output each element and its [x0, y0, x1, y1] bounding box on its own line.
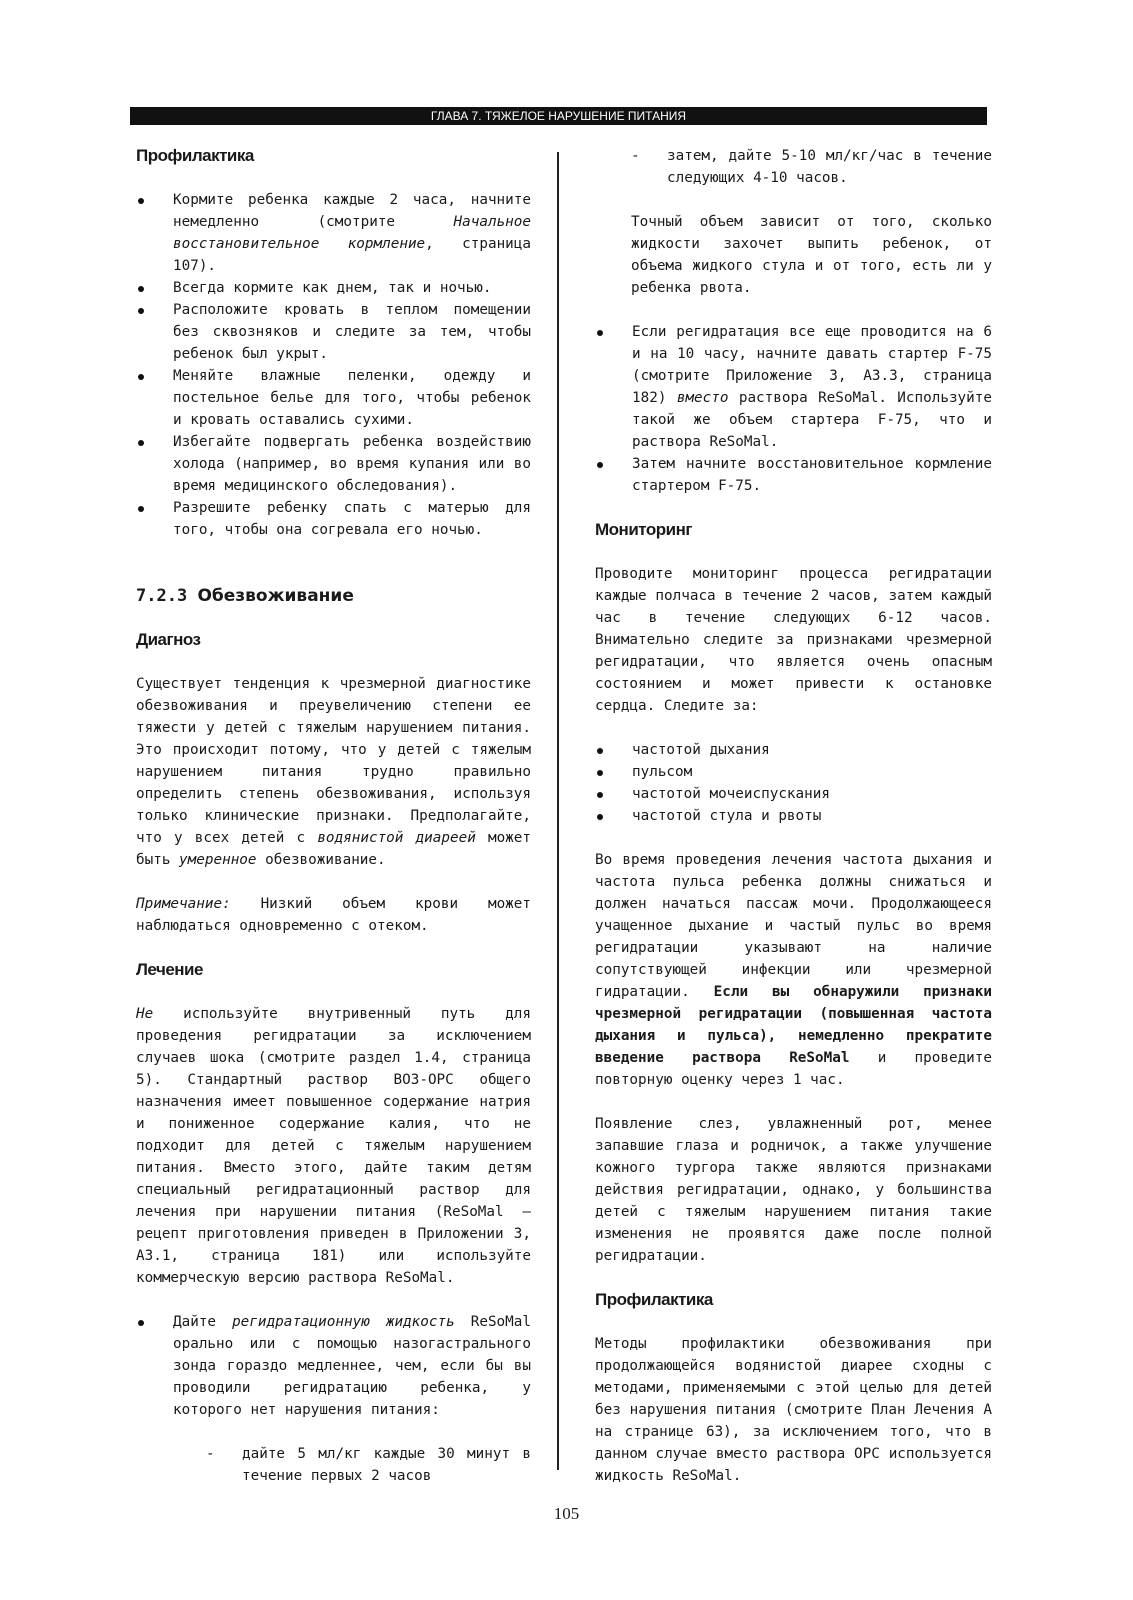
list-item: Кормите ребенка каждые 2 часа, начните немедленно (смотрите Начальное восстановительное кормление, страница 107). [136, 189, 531, 277]
prevention-heading-2: Профилактика [595, 1290, 713, 1309]
list-item: Всегда кормите как днем, так и ночью. [136, 277, 531, 299]
rehydration-signs-paragraph: Появление слез, увлажненный рот, менее запавшие глаза и родничок, а также улучшение кожного тургора также являются признаками действия регидратации, однако, у большинства детей с тяжелым нарушением питания такие изменения не проявятся даже после полной регидратации. [595, 1116, 992, 1264]
diagnosis-paragraph: Существует тенденция к чрезмерной диагностике обезвоживания и преувеличению степени ее тяжести у детей с тяжелым нарушением питания. Это происходит потому, что у детей с тяжелым нарушением питания трудно правильно определить степень обезвоживания, используя только клинические признаки. Предполагайте, что у всех детей с водянистой диареей может быть умеренное обезвоживание. [136, 676, 532, 868]
diagnosis-note: Примечание: Низкий объем крови может наблюдаться одновременно с отеком. [136, 896, 531, 934]
treatment-response-paragraph: Во время проведения лечения частота дыхания и частота пульса ребенка должны снижаться и должен начаться пассаж мочи. Продолжающееся учащенное дыхание и частый пульс во время регидратации указывают на наличие сопутствующей инфекции или чрезмерной гидратации. Если вы обнаружили признаки чрезмерной регидратации (повышенная частота дыхания и пульса), немедленно прекратите введение раствора ReSoMal и проведите повторную оценку через 1 час. [595, 852, 993, 1088]
section-title: 7.2.3 Обезвоживание [136, 586, 354, 606]
diagnosis-heading: Диагноз [136, 630, 201, 649]
prevention-paragraph: Методы профилактики обезвоживания при продолжающейся водянистой диарее сходны с методами, применяемыми с этой целью для детей без нарушения питания (смотрите План Лечения А на странице 63), за исключением того, что в данном случае вместо раствора ОРС используется жидкость ReSoMal. [595, 1336, 992, 1484]
right-column [595, 145, 992, 1487]
treatment-paragraph: Не используйте внутривенный путь для проведения регидратации за исключением случаев шока (смотрите раздел 1.4, страница 5). Стандартный раствор ВОЗ-ОРС общего назначения имеет повышенное содержание натрия и пониженное содержание калия, что не подходит для детей с тяжелым нарушением питания. Вместо этого, дайте таким детям специальный регидратационный раствор для лечения при нарушении питания (ReSoMal – рецепт приготовления приведен в Приложении 3, А3.1, страница 181) или используйте коммерческую версию раствора ReSoMal. [136, 1006, 531, 1286]
chapter-header: ГЛАВА 7. ТЯЖЕЛОЕ НАРУШЕНИЕ ПИТАНИЯ [130, 107, 987, 125]
page-number: 105 [553, 1504, 580, 1523]
list-item: пульсом [595, 761, 992, 783]
monitoring-list [595, 739, 992, 827]
treatment-list [136, 1311, 531, 1421]
list-item: Затем начните восстановительное кормление стартером F-75. [595, 453, 992, 497]
list-item: Если регидратация все еще проводится на 6 и на 10 часу, начните давать стартер F-75 (смотрите Приложение 3, А3.3, страница 182) вместо раствора ReSoMal. Используйте такой же объем стартера F-75, что и раствора ReSoMal. [595, 321, 992, 453]
treatment-sublist-continued [631, 145, 992, 189]
list-item: Дайте регидратационную жидкость ReSoMal орально или с помощью назогастрального зонда гораздо медленнее, чем, если бы вы проводили регидратацию ребенка, у которого нет нарушения питания: [136, 1311, 531, 1421]
list-item: Избегайте подвергать ребенка воздействию холода (например, во время купания или во время медицинского обследования). [136, 431, 531, 497]
list-item: частотой дыхания [595, 739, 992, 761]
rehydration-list [595, 321, 992, 497]
list-item: Меняйте влажные пеленки, одежду и постельное белье для того, чтобы ребенок и кровать оставались сухими. [136, 365, 531, 431]
list-item: Разрешите ребенку спать с матерью для того, чтобы она согревала его ночью. [136, 497, 531, 541]
monitoring-paragraph: Проводите мониторинг процесса регидратации каждые полчаса в течение 2 часов, затем каждый час в течение следующих 6-12 часов. Внимательно следите за признаками чрезмерной регидратации, что является очень опасным состоянием и может привести к остановке сердца. Следите за: [595, 566, 992, 714]
list-item: частотой стула и рвоты [595, 805, 992, 827]
list-item: частотой мочеиспускания [595, 783, 992, 805]
prevention-list [136, 189, 531, 541]
monitoring-heading: Мониторинг [595, 520, 692, 539]
prevention-heading: Профилактика [136, 146, 254, 165]
column-divider [557, 152, 559, 1470]
left-column [136, 145, 531, 1487]
exact-volume-paragraph: Точный объем зависит от того, сколько жидкости захочет выпить ребенок, от объема жидкого стула и от того, есть ли у ребенка рвота. [631, 214, 992, 296]
list-item: - затем, дайте 5-10 мл/кг/час в течение следующих 4-10 часов. [631, 145, 992, 189]
treatment-sublist [206, 1443, 531, 1487]
list-item: Расположите кровать в теплом помещении без сквозняков и следите за тем, чтобы ребенок был укрыт. [136, 299, 531, 365]
treatment-heading: Лечение [136, 960, 203, 979]
list-item: - дайте 5 мл/кг каждые 30 минут в течение первых 2 часов [206, 1443, 531, 1487]
